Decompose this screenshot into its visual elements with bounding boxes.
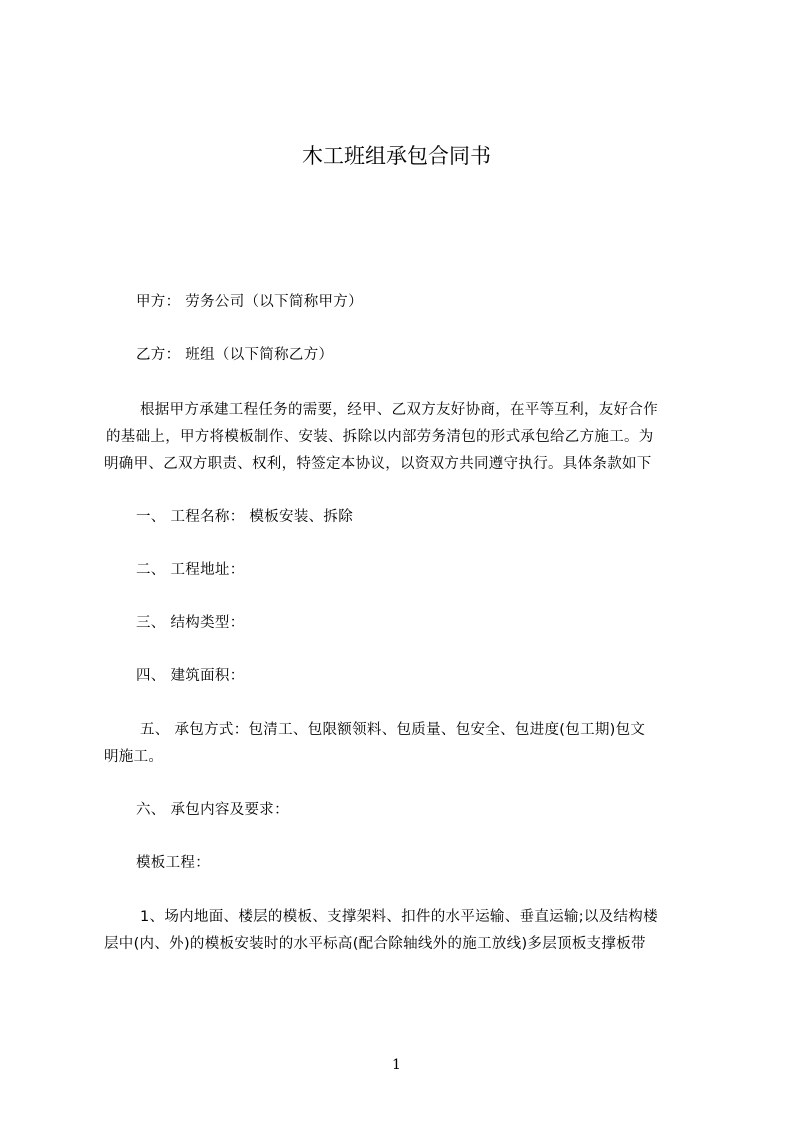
- clause-1-line-1: 1、场内地面、楼层的模板、支撑架料、扣件的水平运输、垂直运输;以及结构楼: [140, 909, 658, 925]
- party-a-line: 甲方： 劳务公司（以下简称甲方）: [136, 294, 363, 310]
- formwork-subheading: 模板工程：: [136, 855, 210, 871]
- item-contract-method-line-1: 五、 承包方式：包清工、包限额领料、包质量、包安全、包进度(包工期)包文: [140, 722, 646, 738]
- party-b-line: 乙方： 班组（以下简称乙方）: [136, 347, 334, 363]
- item-building-area: 四、 建筑面积：: [136, 668, 245, 684]
- item-contract-method-line-2: 明施工。: [104, 749, 164, 765]
- intro-paragraph-line-3: 明确甲、乙双方职责、权利，特签定本协议，以资双方共同遵守执行。具体条款如下: [104, 456, 652, 472]
- clause-1-line-2: 层中(内、外)的模板安装时的水平标高(配合除轴线外的施工放线)多层顶板支撑板带: [104, 936, 646, 952]
- document-title: 木工班组承包合同书: [302, 144, 491, 168]
- item-structure-type: 三、 结构类型：: [136, 615, 245, 631]
- item-project-address: 二、 工程地址：: [136, 562, 245, 578]
- item-project-name: 一、 工程名称： 模板安装、拆除: [136, 509, 354, 525]
- item-contract-content: 六、 承包内容及要求：: [136, 802, 289, 818]
- intro-paragraph-line-2: 的基础上，甲方将模板制作、安装、拆除以内部劳务清包的形式承包给乙方施工。为: [106, 429, 654, 445]
- intro-paragraph-line-1: 根据甲方承建工程任务的需要，经甲、乙双方友好协商，在平等互利，友好合作: [140, 402, 658, 418]
- page-number: 1: [392, 1057, 401, 1073]
